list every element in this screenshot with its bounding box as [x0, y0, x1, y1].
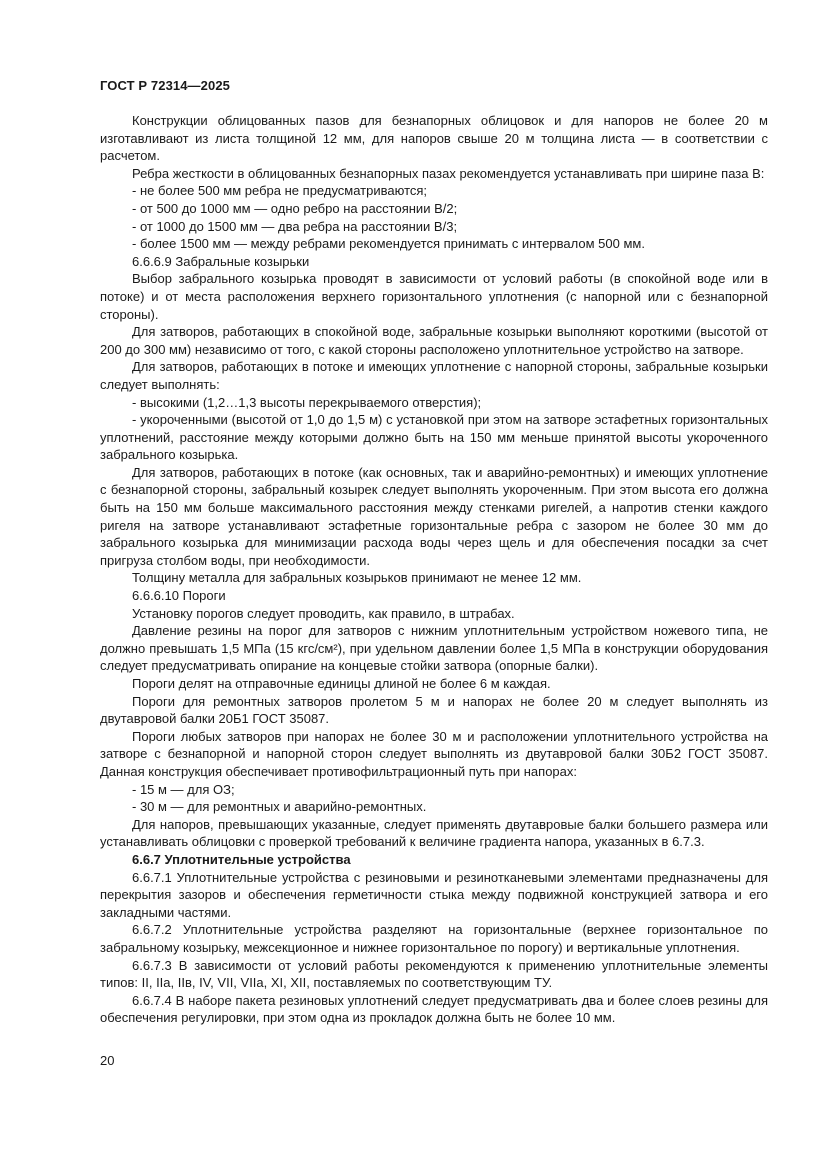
paragraph: 6.6.7.4 В наборе пакета резиновых уплотнений следует предусматривать два и более слоев резины для обеспечения регулировки, при этом одна из прокладок должна быть не более 10 мм. — [100, 992, 768, 1026]
paragraph: Для затворов, работающих в потоке и имеющих уплотнение с напорной стороны, забральные козырьки следует выполнять: — [100, 359, 768, 392]
paragraph: Пороги для ремонтных затворов пролетом 5 м и напорах не более 20 м следует выполнять из двутавровой балки 20Б1 ГОСТ 35087. — [100, 693, 768, 727]
paragraph: Пороги любых затворов при напорах не более 30 м и расположении уплотнительного устройства на затворе с безнапорной и напорной сторон следует выполнять из двутавровой балки 30Б2 ГОСТ 35087. Данная конструкция обеспечивает противофильтрационный путь при напорах: — [100, 728, 768, 779]
list-item: - 30 м — для ремонтных и аварийно-ремонтных. — [132, 799, 427, 815]
list-item: - более 1500 мм — между ребрами рекомендуется принимать с интервалом 500 мм. — [132, 236, 645, 252]
list-item: - от 1000 до 1500 мм — два ребра на расстоянии В/3; — [132, 218, 458, 234]
list-item: - от 500 до 1000 мм — одно ребро на расстоянии В/2; — [132, 200, 458, 216]
paragraph: Выбор забрального козырька проводят в зависимости от условий работы (в спокойной воде или в потоке) и от места расположения верхнего горизонтального уплотнения (с напорной или с безнапорной стороны). — [100, 271, 768, 322]
paragraph: Пороги делят на отправочные единицы длиной не более 6 м каждая. — [132, 676, 551, 691]
subsection-heading: 6.6.6.9 Забральные козырьки — [132, 253, 310, 269]
list-item: - высокими (1,2…1,3 высоты перекрываемого отверстия); — [132, 394, 482, 410]
page-number: 20 — [100, 1053, 115, 1068]
body-text — [100, 112, 768, 1027]
subsection-heading: 6.6.6.10 Пороги — [132, 588, 226, 604]
section-heading: 6.6.7 Уплотнительные устройства — [132, 851, 351, 867]
paragraph: 6.6.7.3 В зависимости от условий работы рекомендуются к применению уплотнительные элементы типов: II, IIа, IIв, IV, VII, VIIа, XI, XII, поставляемых по соответствующим ТУ. — [100, 957, 768, 991]
list-item: - не более 500 мм ребра не предусматриваются; — [132, 183, 428, 199]
list-item: - укороченными (высотой от 1,0 до 1,5 м) с установкой при этом на затворе эстафетных горизонтальных уплотнений, расстояние между которыми должно быть на 150 мм меньше принятой высоты укороченного забрального козырька. — [100, 412, 768, 463]
paragraph: Конструкции облицованных пазов для безнапорных облицовок и для напоров не более 20 м изготавливают из листа толщиной 12 мм, для напоров свыше 20 м толщина листа — в соответствии с расчетом. — [100, 113, 768, 164]
paragraph: Для затворов, работающих в потоке (как основных, так и аварийно-ремонтных) и имеющих уплотнение с безнапорной стороны, забральный козырек следует выполнять укороченным. При этом высота его должна быть на 150 мм больше максимального расстояния между стенками ригелей, а напротив стенки каждого ригеля на затворе устанавливают эстафетные горизонтальные ребра с зазором не более 30 мм до забрального козырька для минимизации расхода воды через щель и для обеспечения посадки за счет пригруза столбом воды, при необходимости. — [100, 464, 768, 568]
paragraph: Давление резины на порог для затворов с нижним уплотнительным устройством ножевого типа, не должно превышать 1,5 МПа (15 кгс/см²), при удельном давлении более 1,5 МПа в конструкции оборудования следует предусматривать опирание на концевые стойки затвора (опорные балки). — [100, 623, 768, 674]
paragraph: Толщину металла для забральных козырьков принимают не менее 12 мм. — [132, 570, 582, 586]
paragraph: Для затворов, работающих в спокойной воде, забральные козырьки выполняют короткими (высотой от 200 до 300 мм) независимо от того, с какой стороны расположено уплотнительное устройство на затворе. — [100, 324, 768, 357]
list-item: - 15 м — для ОЗ; — [132, 781, 235, 797]
paragraph: 6.6.7.2 Уплотнительные устройства разделяют на горизонтальные (верхнее горизонтальное по забральному козырьку, межсекционное и нижнее горизонтальное по порогу) и вертикальные уплотнения. — [100, 922, 768, 955]
paragraph: Установку порогов следует проводить, как правило, в штрабах. — [132, 605, 515, 621]
paragraph: 6.6.7.1 Уплотнительные устройства с резиновыми и резинотканевыми элементами предназначены для перекрытия зазоров и обеспечения герметичности стыка между подвижной конструкцией затвора и его закладными частями. — [100, 869, 768, 920]
paragraph: Ребра жесткости в облицованных безнапорных пазах рекомендуется устанавливать при ширине паза В: — [132, 165, 765, 181]
paragraph: Для напоров, превышающих указанные, следует применять двутавровые балки большего размера или устанавливать облицовки с проверкой требований к величине градиента напора, указанных в 6.7.3. — [100, 816, 768, 850]
page-header: ГОСТ Р 72314—2025 — [100, 78, 230, 93]
